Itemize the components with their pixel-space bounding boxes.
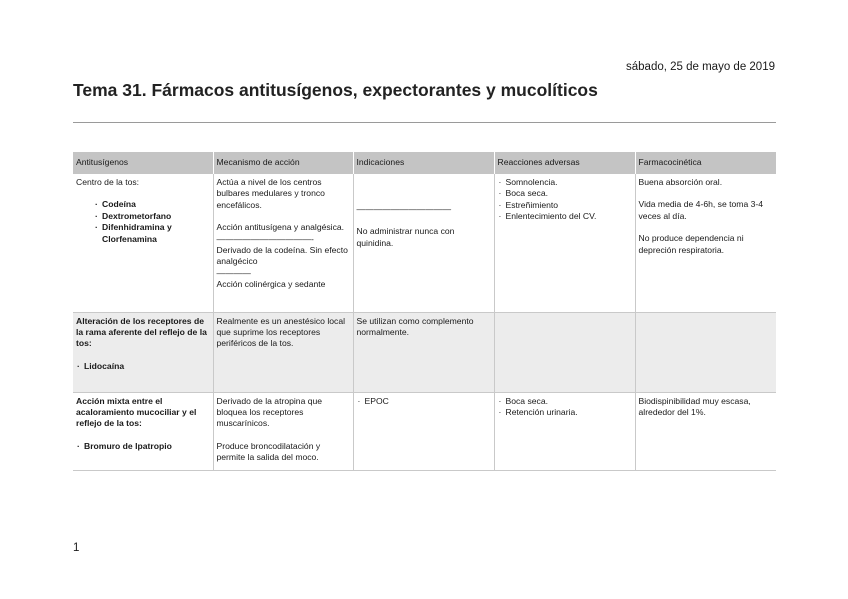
drug-list — [76, 441, 210, 452]
table-cell — [73, 392, 213, 470]
list-item: · Somnolencia. — [498, 177, 632, 188]
table-cell — [213, 312, 353, 392]
table-cell — [73, 312, 213, 392]
cell-text: Actúa a nivel de los centros bulbares medulares y tronco encefálicos. — [216, 177, 325, 210]
cell-heading: Centro de la tos: — [76, 177, 140, 187]
list-item: · Enlentecimiento del CV. — [498, 211, 632, 222]
table-cell — [494, 174, 635, 312]
table-cell — [353, 174, 494, 312]
list-item: · Difenhidramina y Clorfenamina — [94, 222, 210, 245]
cell-text: Derivado de la codeína. Sin efecto analgécico ———— — [216, 245, 348, 278]
cell-text: No produce dependencia ni depreción respiratoria. — [638, 233, 744, 255]
list-item: · EPOC — [357, 396, 491, 407]
table-cell — [73, 174, 213, 312]
page-number: 1 — [73, 542, 80, 554]
cell-text: Biodispinibilidad muy escasa, alrededor del 1%. — [638, 395, 751, 417]
list-item: · Bromuro de Ipatropio — [76, 441, 210, 452]
table-row — [73, 312, 776, 392]
column-header: Antitusígenos — [73, 152, 213, 174]
column-header: Farmacocinética — [635, 152, 776, 174]
table-cell — [635, 392, 776, 470]
cell-text: Acción antitusígena y analgésica. ———————————- — [216, 222, 345, 244]
page-title: Tema 31. Fármacos antitusígenos, expectorantes y mucolíticos — [73, 80, 598, 100]
list-item: · Lidocaína — [76, 361, 210, 372]
table-row — [73, 174, 776, 312]
drug-table — [73, 152, 776, 471]
cell-text: No administrar nunca con quinidina. — [356, 226, 455, 248]
cell-text: ——————————— — [356, 204, 452, 214]
list-item: · Codeína — [94, 199, 210, 210]
table-cell — [353, 392, 494, 470]
title-divider — [73, 122, 776, 123]
table-row — [73, 392, 776, 470]
bullet-list — [498, 177, 632, 223]
table-cell — [635, 312, 776, 392]
document-date: sábado, 25 de mayo de 2019 — [626, 61, 775, 73]
list-item: · Retención urinaria. — [498, 407, 632, 418]
table-cell — [494, 312, 635, 392]
list-item: · Dextrometorfano — [94, 211, 210, 222]
bullet-list — [357, 396, 491, 407]
drug-list — [76, 361, 210, 372]
drug-list — [76, 199, 210, 245]
list-item: · Estreñimiento — [498, 200, 632, 211]
cell-heading: Acción mixta entre el acaloramiento mucociliar y el reflejo de la tos: — [76, 395, 197, 429]
table-header-row — [73, 152, 776, 174]
column-header: Mecanismo de acción — [213, 152, 353, 174]
bullet-list — [498, 396, 632, 419]
table-cell — [213, 174, 353, 312]
cell-text: Produce broncodilatación y permite la salida del moco. — [216, 440, 321, 463]
table-cell — [353, 312, 494, 392]
column-header: Reacciones adversas — [494, 152, 635, 174]
column-header: Indicaciones — [353, 152, 494, 174]
cell-text: Vida media de 4-6h, se toma 3-4 veces al día. — [638, 199, 764, 221]
list-item: · Boca seca. — [498, 188, 632, 199]
cell-text: Acción colinérgica y sedante — [216, 279, 326, 290]
table-cell — [635, 174, 776, 312]
cell-text: Buena absorción oral. — [638, 177, 723, 187]
cell-heading: Alteración de los receptores de la rama aferente del reflejo de la tos: — [76, 315, 207, 349]
cell-text: Se utilizan como complemento normalmente. — [356, 315, 474, 337]
table-cell — [494, 392, 635, 470]
table-cell — [213, 392, 353, 470]
list-item: · Boca seca. — [498, 396, 632, 407]
cell-text: Realmente es un anestésico local que suprime los receptores periféricos de la tos. — [216, 315, 346, 349]
cell-text: Derivado de la atropina que bloquea los receptores muscarínicos. — [216, 395, 323, 429]
